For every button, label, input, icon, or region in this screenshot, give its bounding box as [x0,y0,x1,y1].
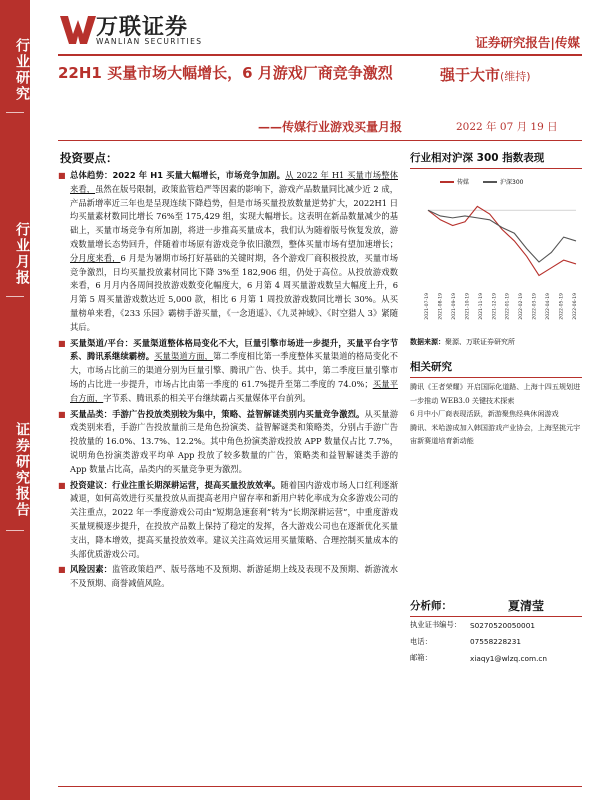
chart-tick-label: 2022-02-19 [519,293,525,320]
chart-source [410,337,582,347]
sidebar [0,0,30,800]
chart-tick-label: 2022-03-19 [532,293,538,320]
bullet-body: 字节系、腾讯系的相关平台继续霸占买量媒体平台前列。 [103,392,311,403]
analyst-info [410,617,582,667]
sidebar-divider [6,530,24,531]
bullet-head: 买量渠道/平台：买量渠道整体格局变化不大，巨量引擎市场进一步提升，买量平台字节系、腾讯系继续霸榜。 [70,337,398,362]
report-tag: 证券研究报告|传媒 [475,35,580,50]
bullet-body: 监管政策趋严、版号落地不及预期、新游延期上线及表现不及预期、新游流水不及预期、商誉减值风险。 [70,564,398,589]
related-item[interactable]: 腾讯《王者荣耀》开启国际化道路、上海十四五规划进一步推动 WEB3.0 关键技术探索 [410,382,581,405]
analyst-value: S0270520050001 [470,620,535,630]
brand-name-en: WANLIAN SECURITIES [96,37,203,46]
right-column [410,150,582,448]
header-divider [58,54,582,56]
report-date: 2022 年 07 月 19 日 [456,121,558,133]
bullet-risk [58,563,398,591]
analyst-title: 分析师： [410,598,582,617]
bullet-body: 6 月是为暑期市场打好基础的关键时期，各个游戏厂商积极投放，买量市场竞争激烈，日均买量投放素材同比下降 3%至 182,906 组，仍处于高位。从投放游戏数来看，6 月月内各周间投放游戏数变化幅度大，6 月第 4 周买量游戏数呈大幅度上升，6 月第 5 周买量游戏数达近 5,000 款，相比 6 月第 1 周投放游戏数同比增长 30%。从买量榜单来看，《233 乐园》霸榜手游买量，《一念逍遥》、《九灵神域》、《时空猎人 3》紧随其后。 [70,252,398,332]
analyst-value: 07558228231 [470,637,522,647]
bullet-body: 第二季度相比第一季度整体买量渠道的格局变化不大，市场占比前三的渠道分别为巨量引擎、腾讯广告、快手。其中，第二季度巨量引擎市场的占比进一步提升，市场占比由第一季度的 61.7%提升至第二季度的 74.0%； [70,351,398,389]
rating-qualifier: (维持) [500,70,531,83]
rating [440,64,531,85]
sidebar-label-research: 行业研究 [14,38,30,102]
sidebar-label-report: 证券研究报告 [14,422,30,518]
related-list [410,380,582,448]
chart-tick-label: 2021-10-19 [465,293,471,320]
analyst-row [410,617,582,634]
sidebar-divider [6,112,24,113]
analyst-key: 电话： [410,636,432,646]
bullet-body: 从买量游戏类别来看，手游广告投放量前三是角色扮演类、益智解谜类和策略类，分别占手游广告投放量的 16.0%、13.7%、12.2%。其中角色扮演类游戏投放 APP 数量仅占比 7.7%，说明角色扮演类游戏平均单 App 投放了较多数量的广告，策略类和益智解谜类手游的 App 数量占比高，品类内的买量竞争更为激烈。 [70,408,398,474]
chart-tick-label: 2021-07-19 [425,293,430,320]
chart-series-line [428,210,576,262]
chart-tick-label: 2021-12-19 [492,293,498,320]
chart-source-label: 数据来源： [410,338,445,346]
analyst-row [410,650,582,667]
chart-source-value: 聚源、万联证券研究所 [445,338,515,346]
legend-label: 沪深300 [500,179,524,186]
legend-swatch-media [440,181,454,183]
title-divider [58,140,582,141]
analyst-key: 执业证书编号： [410,620,462,630]
chart-title: 行业相对沪深 300 指数表现 [410,150,582,169]
bullet-category [58,408,398,477]
chart-tick-label: 2022-01-19 [505,293,511,320]
bullet-head: 风险因素： [70,564,113,575]
chart-tick-label: 2022-04-19 [546,293,552,320]
bullet-head: 投资建议：行业注重长期深耕运营，提高买量投放效率。 [70,479,281,490]
related-item[interactable]: 6 月中小厂商表现活跃，新游聚焦经典休闲游戏 [410,409,559,419]
chart-tick-label: 2021-09-19 [451,293,457,320]
investment-summary [58,150,398,593]
bullet-channel [58,337,398,406]
legend-label: 传媒 [457,179,470,186]
related-item[interactable]: 腾讯、米哈游成加入韩国游戏产业协会，上海坚挑元宇宙新赛道培育新动能 [410,422,581,446]
related-title: 相关研究 [410,359,582,378]
bullet-link: 买量平台方面， [70,378,398,403]
rating-label: 强于大市 [440,66,501,84]
legend-swatch-index [483,181,497,183]
chart [410,173,582,333]
analyst-value[interactable]: xiaqy1@wlzq.com.cn [470,653,548,663]
bullet-body: 虽然在版号限制，政策监管趋严等因素的影响下，游戏产品数量同比减少近 2 成，产品新增率近三年也是呈现连续下降趋势，但是市场买量投放数量逆势扩大，2022H1 日均买量素材数同比增长 76%至 175,429 组，实现大幅增长。这表明在新品数量减少的基础上，买量市场竞争有所加剧，将进一步推高买量成本，我们认为随着版号恢复发放，游戏数量增长态势回升，伴随着市场原有游戏竞争依旧激烈，整体买量市场有望加速增长； [70,183,398,249]
legend-item [483,177,523,186]
chart-svg [410,173,582,333]
bullet-link: 从 2022 年 H1 买量市场整体来看， [70,170,398,194]
chart-tick-label: 2022-05-19 [559,293,565,320]
sidebar-divider [6,296,24,297]
footer-divider [58,786,582,787]
brand-logo-icon [58,12,98,48]
investment-heading: 投资要点： [60,151,118,165]
chart-tick-label: 2021-08-19 [438,293,444,320]
chart-tick-label: 2022-06-19 [573,293,578,320]
chart-series-line [428,206,576,275]
analyst-key: 邮箱： [410,653,432,663]
brand-name: 万联证券 [96,15,189,40]
bullet-body: 随着国内游戏市场人口红利逐渐减退，如何高效进行买量投放从而提高老用户留存率和新用户转化率成为众多游戏公司的关注重点，2022 年一季度游戏公司由“短期急速套利”转为“长期深耕运营”，中重度游戏买量规模逐步提升，在投放产品数上保持了稳定的发挥，各大游戏公司也在逐渐优化买量支出，降本增效，提高买量投放效率。建议关注高效运用买量策略、合理控制买量成本的头部优质游戏公司。 [70,479,398,559]
bullet-link: 买量渠道方面， [154,351,214,362]
chart-tick-label: 2021-11-19 [478,293,484,320]
bullet-link: 分月度来看， [70,252,121,263]
bullet-head: 总体趋势：2022 年 H1 买量大幅增长，市场竞争加剧。 [70,170,286,180]
analyst-name: 夏清莹 [508,599,545,613]
bullet-head: 买量品类：手游广告投放类别较为集中，策略、益智解谜类别内买量竞争激烈。 [70,408,365,419]
report-title: 22H1 买量市场大幅增长，6 月游戏厂商竞争激烈 [58,64,393,82]
bullet-trend [58,169,398,335]
bullet-advice [58,479,398,562]
report-subtitle: ——传媒行业游戏买量月报 [257,120,402,134]
sidebar-label-monthly: 行业月报 [14,222,30,286]
legend-item [440,177,469,186]
analyst-row [410,634,582,651]
chart-legend [440,177,523,186]
